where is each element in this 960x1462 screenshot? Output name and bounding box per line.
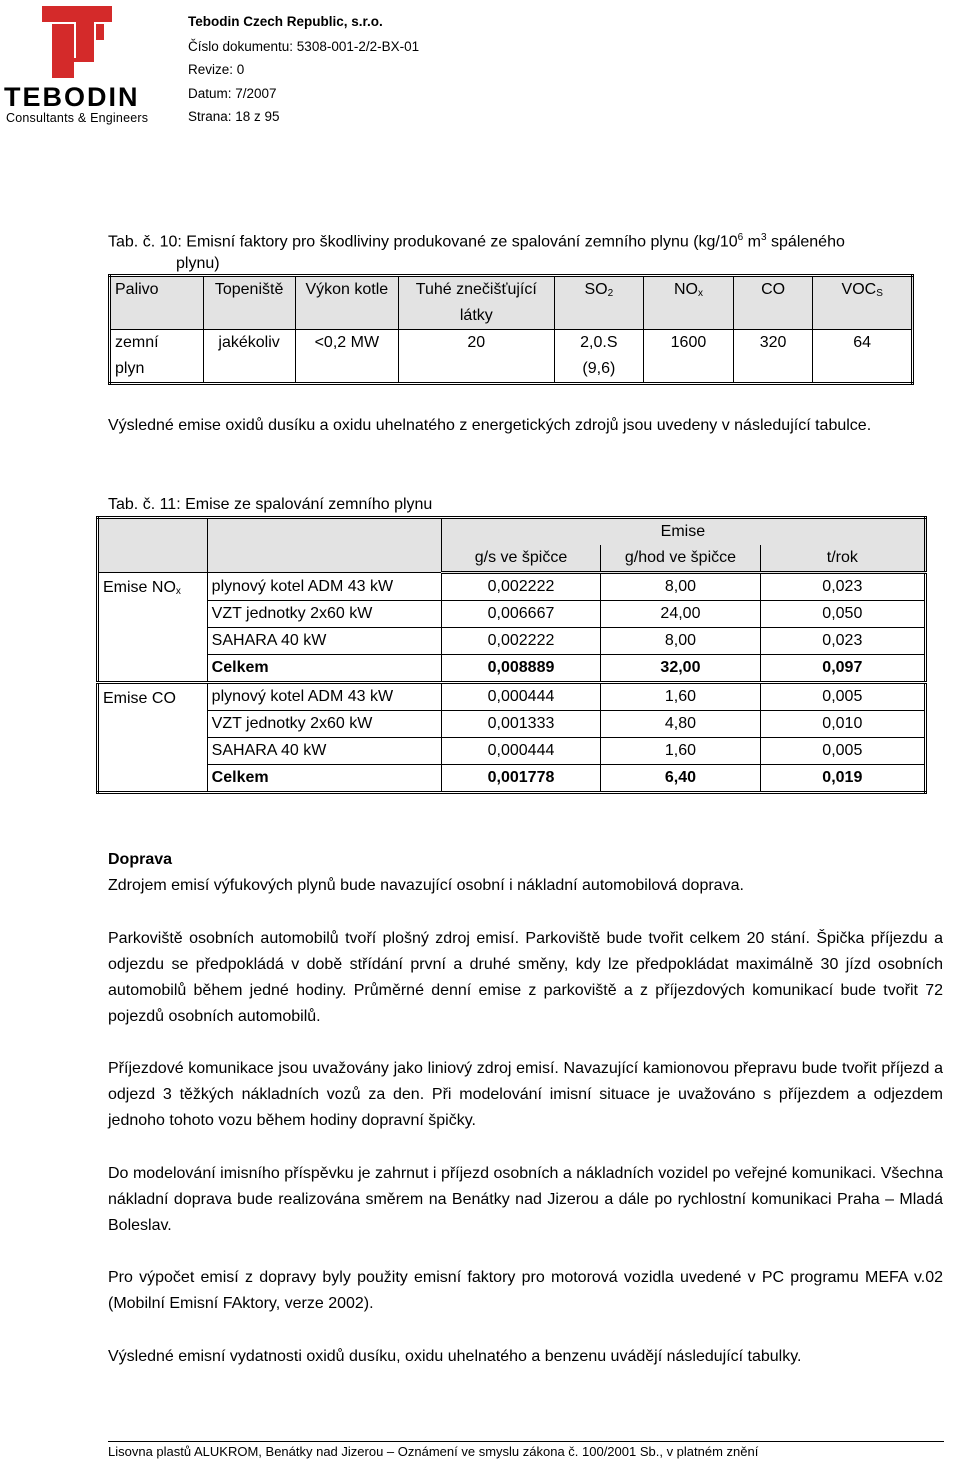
table2-header-gh: g/hod ve špičce [601, 545, 760, 573]
table1-cell-solids: 20 [399, 330, 554, 384]
nox-label: NO [673, 281, 698, 298]
table-row [98, 628, 926, 655]
table2-tr: 0,010 [760, 711, 925, 738]
voc-label: VOC [841, 281, 877, 298]
voc-sub: S [876, 288, 883, 299]
table1-caption [108, 225, 958, 255]
table1-caption-part-b: m [743, 233, 762, 251]
table2-gs: 0,000444 [441, 683, 601, 711]
table2-gh: 8,00 [601, 573, 760, 601]
table1-header-so2 [554, 276, 644, 330]
table1-caption-sup1: 6 [737, 232, 744, 243]
table2-gh: 6,40 [601, 765, 760, 793]
table2-header-blank-1 [98, 518, 208, 573]
table1-header-solids [399, 276, 554, 330]
table1-so2-line2: (9,6) [582, 360, 616, 377]
paragraph-transport-5: Pro výpočet emisí z dopravy byly použity emisní faktory pro motorová vozidla uvedené v PC programu MEFA v.02 (Mobilní Emisní FAktory, verze 2002). [108, 1269, 943, 1312]
table-row [98, 573, 926, 601]
table2-header-blank-2 [207, 518, 441, 573]
paragraph-transport-4: Do modelování imisního příspěvku je zahrnut i příjezd osobních a nákladních vozidel po veřejné komunikaci. Všechna nákladní doprava bude realizována směrem na Benátky nad Jizerou a dále po rychlostní komunikaci Praha – Mladá Boleslav. [108, 1165, 943, 1234]
table2-tr: 0,005 [760, 683, 925, 711]
table2-gs: 0,001778 [441, 765, 601, 793]
tebodin-logo-icon [0, 0, 160, 82]
page-footer: Lisovna plastů ALUKROM, Benátky nad Jizerou – Oznámení ve smyslu zákona č. 100/2001 Sb., v platném znění [108, 1444, 759, 1459]
table2-tr: 0,023 [760, 573, 925, 601]
table1-header-power: Výkon kotle [295, 276, 399, 330]
table2-gh: 1,60 [601, 738, 760, 765]
table1-cell-so2 [554, 330, 644, 384]
table2-source: VZT jednotky 2x60 kW [207, 711, 441, 738]
table2-gh: 24,00 [601, 601, 760, 628]
paragraph-transport-2: Parkoviště osobních automobilů tvoří plošný zdroj emisí. Parkoviště bude tvořit celkem 20 stání. Špička příjezdu a odjezdu se předpokládá v době střídání první a druhé směny, kdy lze předpokládat maximálně 30 jízd osobních automobilů během jedné hodiny. Průměrné denní emise z parkoviště a z příjezdových komunikací bude tvořit 72 pojezdů osobních automobilů. [108, 930, 943, 1025]
table2-source: VZT jednotky 2x60 kW [207, 601, 441, 628]
table1-header-solids-line1: Tuhé znečišťující [415, 281, 537, 298]
table1-cell-fuel [110, 330, 204, 384]
table2-group-nox-label [98, 573, 208, 683]
table2-tr: 0,019 [760, 765, 925, 793]
table1-fuel-line2: plyn [115, 360, 145, 377]
header-doc-number: Číslo dokumentu: 5308-001-2/2-BX-01 [188, 39, 420, 54]
table2-header-gs: g/s ve špičce [441, 545, 601, 573]
table2-gs: 0,008889 [441, 655, 601, 683]
table2-source: Celkem [207, 655, 441, 683]
table2-caption: Tab. č. 11: Emise ze spalování zemního plynu [108, 496, 433, 513]
nox-group-label: Emise NO [103, 579, 176, 596]
table2-gh: 4,80 [601, 711, 760, 738]
paragraph-transport-3: Příjezdové komunikace jsou uvažovány jako liniový zdroj emisí. Navazující kamionovou přepravu bude tvořit příjezd a odjezd 3 těžkých nákladních vozů za den. Při modelování imisní situace je uvažováno s příjezdem a odjezdem jednoho tohoto vozu během hodiny dopravní špičky. [108, 1060, 943, 1129]
table-row [98, 601, 926, 628]
table1-row [110, 330, 913, 384]
table2-gs: 0,000444 [441, 738, 601, 765]
table2-gs: 0,002222 [441, 628, 601, 655]
table1-header-fuel: Palivo [110, 276, 204, 330]
table-row-total [98, 765, 926, 793]
header-page: Strana: 18 z 95 [188, 109, 280, 124]
table1-header-furnace: Topeniště [203, 276, 295, 330]
table1-header-nox [644, 276, 734, 330]
table2-gh: 8,00 [601, 628, 760, 655]
table2-tr: 0,023 [760, 628, 925, 655]
paragraph-emissions-intro: Výsledné emise oxidů dusíku a oxidu uhelnatého z energetických zdrojů jsou uvedeny v následující tabulce. [108, 417, 872, 434]
table1-header-co: CO [733, 276, 813, 330]
table2-group-co-label: Emise CO [98, 683, 208, 793]
table2-source: SAHARA 40 kW [207, 738, 441, 765]
table2-source: Celkem [207, 765, 441, 793]
table2-header-emise: Emise [441, 518, 925, 546]
table1-caption-line2: plynu) [176, 255, 220, 272]
table2-gh: 1,60 [601, 683, 760, 711]
table2-gs: 0,002222 [441, 573, 601, 601]
header-revision: Revize: 0 [188, 62, 245, 77]
table1-fuel-line1: zemní [115, 334, 159, 351]
table1-so2-line1: 2,0.S [580, 334, 618, 351]
table2-tr: 0,097 [760, 655, 925, 683]
table1-header-row [110, 276, 913, 330]
table1-cell-co: 320 [733, 330, 813, 384]
table2-gh: 32,00 [601, 655, 760, 683]
section-title-doprava: Doprava [108, 851, 173, 868]
so2-sub: 2 [607, 288, 614, 299]
table2-header-row-1 [98, 518, 926, 546]
table-row-total [98, 655, 926, 683]
paragraph-transport-6: Výsledné emisní vydatnosti oxidů dusíku, oxidu uhelnatého a benzenu uvádějí následující tabulky. [108, 1348, 802, 1365]
gas-combustion-emissions-table [96, 516, 927, 794]
table2-tr: 0,050 [760, 601, 925, 628]
table2-tr: 0,005 [760, 738, 925, 765]
logo-wordmark: TEBODIN [4, 82, 140, 112]
so2-label: SO [584, 281, 608, 298]
footer-divider [108, 1441, 944, 1442]
table-row [98, 711, 926, 738]
logo-tagline: Consultants & Engineers [6, 111, 149, 125]
nox-sub: x [697, 288, 703, 299]
table2-source: plynový kotel ADM 43 kW [207, 573, 441, 601]
header-date: Datum: 7/2007 [188, 86, 277, 101]
table1-header-voc [813, 276, 913, 330]
table-row [98, 738, 926, 765]
table2-source: SAHARA 40 kW [207, 628, 441, 655]
table1-cell-nox: 1600 [644, 330, 734, 384]
table1-caption-part-a: Tab. č. 10: Emisní faktory pro škodliviny produkované ze spalování zemního plynu (kg/10 [108, 233, 738, 251]
table-row [98, 683, 926, 711]
table2-source: plynový kotel ADM 43 kW [207, 683, 441, 711]
nox-group-sub: x [175, 586, 181, 597]
table2-gs: 0,001333 [441, 711, 601, 738]
table2-gs: 0,006667 [441, 601, 601, 628]
paragraph-transport-1: Zdrojem emisí výfukových plynů bude navazující osobní i nákladní automobilová doprava. [108, 877, 744, 894]
table1-cell-power: <0,2 MW [295, 330, 399, 384]
table1-cell-voc: 64 [813, 330, 913, 384]
table2-header-tr: t/rok [760, 545, 925, 573]
table1-caption-sup2: 3 [761, 232, 767, 243]
table1-cell-furnace: jakékoliv [203, 330, 295, 384]
emission-factors-table [108, 274, 914, 385]
table1-caption-part-c: spáleného [766, 233, 845, 251]
table1-header-solids-line2: látky [459, 307, 493, 324]
header-company: Tebodin Czech Republic, s.r.o. [188, 14, 383, 29]
